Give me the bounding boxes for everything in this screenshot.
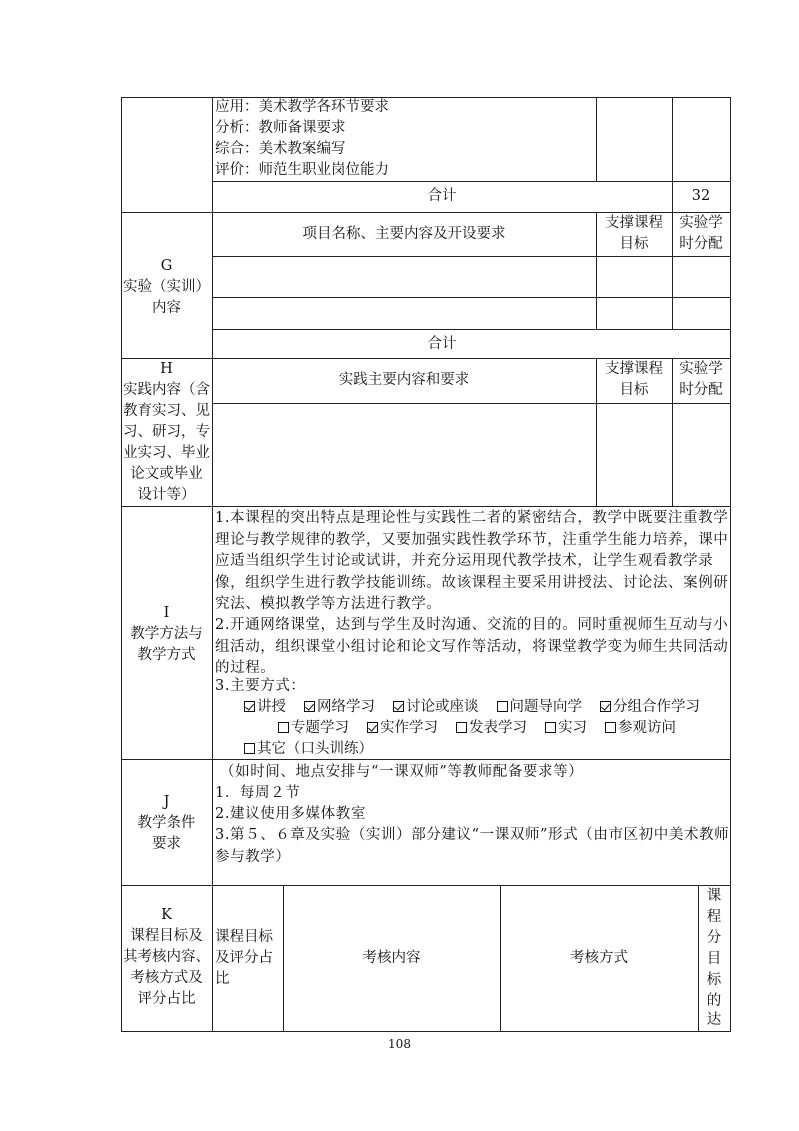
teaching-method-paragraph-3: 3.主要方式： <box>215 678 306 694</box>
option-other[interactable]: 其它（口头训练） <box>244 741 373 757</box>
option-problem-based[interactable]: 问题导向学 <box>497 697 583 719</box>
section-title-line: 实践内容（含 <box>123 382 210 398</box>
header-char: 分 <box>706 930 722 946</box>
header-hours: 实验学 <box>679 361 723 377</box>
section-title-line: 实验（实训） <box>123 279 210 295</box>
conditions-item: 2.建议使用多媒体教室 <box>215 806 366 822</box>
total-label: 合计 <box>427 188 457 204</box>
option-practical-learning[interactable]: 实作学习 <box>367 718 438 740</box>
section-title-line: 教学条件 <box>137 815 196 831</box>
table-border-top <box>121 97 731 98</box>
checkbox-empty-icon[interactable] <box>244 743 255 754</box>
header-char: 目 <box>706 951 722 967</box>
conditions-item: 3.第５、６章及实验（实训）部分建议“一课双师”形式（由市区初中美术教师参与教学） <box>215 827 730 865</box>
row-divider <box>121 506 731 507</box>
row-divider <box>121 885 731 886</box>
row-divider <box>212 256 731 257</box>
header-line: 课程目标 <box>215 929 273 945</box>
section-title-line: 课程目标及 <box>130 928 203 944</box>
checkbox-checked-icon[interactable] <box>393 701 404 712</box>
header-support-goal: 支撑课程 <box>605 361 663 377</box>
option-topic-learning[interactable]: 专题学习 <box>278 718 349 740</box>
section-letter: H <box>160 361 173 377</box>
section-title-line: 业实习、毕业 <box>123 445 210 461</box>
header-support-goal: 支撑课程 <box>605 215 663 231</box>
header-char: 达 <box>706 1012 722 1028</box>
section-title-line: 论文或毕业 <box>130 466 203 482</box>
checkbox-empty-icon[interactable] <box>605 722 616 733</box>
total-label: 合计 <box>427 336 457 352</box>
section-title-line: 教育实习、见 <box>123 403 210 419</box>
section-letter: J <box>163 794 170 810</box>
option-online-learning[interactable]: 网络学习 <box>304 697 375 719</box>
header-hours: 实验学 <box>679 215 723 231</box>
objective-line: 应用：美术教学各环节要求 <box>215 99 389 115</box>
teaching-mode-options-row3 <box>244 739 373 761</box>
section-title-line: 考核方式及 <box>130 970 203 986</box>
section-title-line: 要求 <box>152 836 181 852</box>
checkbox-empty-icon[interactable] <box>456 722 467 733</box>
header-support-goal: 目标 <box>619 236 649 252</box>
header-hours: 时分配 <box>679 382 723 398</box>
table-border-bottom <box>121 1031 731 1032</box>
header-char: 课 <box>706 888 722 904</box>
header-support-goal: 目标 <box>619 382 649 398</box>
header-char: 程 <box>706 909 722 925</box>
header-practice-content: 实践主要内容和要求 <box>338 372 470 388</box>
section-title-line: 设计等） <box>137 487 196 503</box>
option-group-cooperative[interactable]: 分组合作学习 <box>600 699 700 715</box>
table-border-right <box>730 97 731 1032</box>
objective-line: 综合：美术教案编写 <box>215 141 346 157</box>
option-lecture[interactable]: 讲授 <box>244 697 286 719</box>
section-title-line: 内容 <box>152 300 181 316</box>
section-title-line: 评分占比 <box>137 991 196 1007</box>
objective-line: 分析：教师备课要求 <box>215 120 346 136</box>
objective-line: 评价：师范生职业岗位能力 <box>215 162 389 178</box>
section-title-line: 教学方法与 <box>130 626 203 642</box>
checkbox-checked-icon[interactable] <box>304 701 315 712</box>
page-number: 108 <box>388 1037 411 1051</box>
checkbox-checked-icon[interactable] <box>244 701 255 712</box>
checkbox-empty-icon[interactable] <box>497 701 508 712</box>
checkbox-checked-icon[interactable] <box>367 722 378 733</box>
teaching-mode-options <box>244 697 732 719</box>
option-visit[interactable]: 参观访问 <box>605 720 676 736</box>
section-letter: G <box>160 258 173 274</box>
conditions-note: （如时间、地点安排与“一课双师”等教师配备要求等） <box>220 764 584 780</box>
col-divider <box>596 97 597 181</box>
conditions-item: 1．每周２节 <box>215 785 301 801</box>
row-divider <box>212 329 731 330</box>
option-internship[interactable]: 实习 <box>545 718 587 740</box>
section-letter: I <box>163 605 170 621</box>
teaching-method-paragraph-2: 2.开通网络课堂，达到与学生及时沟通、交流的目的。同时重视师生互动与小组活动，组织课堂小组讨论和论文写作等活动，将课堂教学变为师生共同活动的过程。 <box>215 617 729 676</box>
section-letter: K <box>161 907 172 923</box>
header-hours: 时分配 <box>679 236 723 252</box>
option-discussion[interactable]: 讨论或座谈 <box>393 697 479 719</box>
section-title-line: 其考核内容、 <box>123 949 210 965</box>
checkbox-empty-icon[interactable] <box>278 722 289 733</box>
teaching-mode-options-row2 <box>278 718 732 740</box>
checkbox-checked-icon[interactable] <box>600 701 611 712</box>
teaching-method-paragraph-1: 1.本课程的突出特点是理论性与实践性二者的紧密结合，教学中既要注重教学理论与教学规律的教学，又要加强实践性教学环节，注重学生能力培养，课中应适当组织学生讨论或试讲，并充分运用现代教学技术，让学生观看教学录像，组织学生进行教学技能训练。故该课程主要采用讲授法、讨论法、案例研究法、模拟教学等方法进行教学。 <box>215 510 729 612</box>
header-char: 标 <box>706 972 722 988</box>
section-title-line: 教学方式 <box>137 647 196 663</box>
header-char: 的 <box>706 993 722 1009</box>
header-line: 及评分占 <box>215 950 273 966</box>
table-border-left <box>121 97 122 1032</box>
total-hours-value: 32 <box>691 188 711 204</box>
row-divider <box>121 759 731 760</box>
header-project-content: 项目名称、主要内容及开设要求 <box>302 226 506 242</box>
header-line: 比 <box>215 971 230 987</box>
row-divider <box>212 181 731 182</box>
checkbox-empty-icon[interactable] <box>545 722 556 733</box>
row-divider <box>212 297 731 298</box>
header-assessment-method: 考核方式 <box>570 950 628 966</box>
header-assessment-content: 考核内容 <box>362 950 421 966</box>
option-presentation-learning[interactable]: 发表学习 <box>456 718 527 740</box>
section-title-line: 习、研习，专 <box>123 424 210 440</box>
row-divider <box>212 403 731 404</box>
